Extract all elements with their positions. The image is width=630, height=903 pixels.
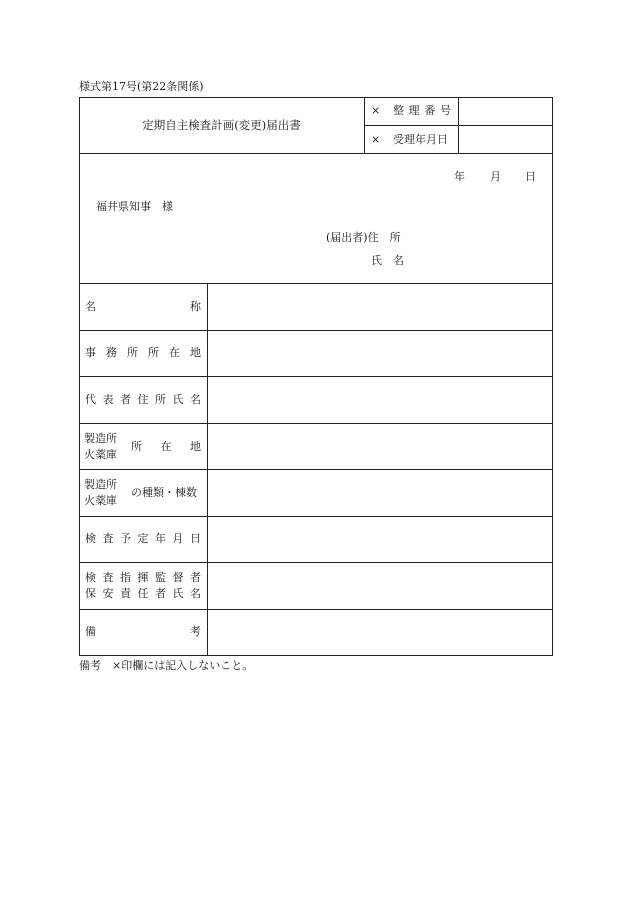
row-label-facility-location	[131, 440, 201, 454]
label-char: 称	[190, 300, 201, 313]
supervisor-field[interactable]	[208, 563, 552, 609]
label-char: 査	[102, 571, 114, 584]
office-use-mark-2: ×	[371, 133, 381, 146]
label-char: 在	[160, 440, 172, 453]
label-char: 監	[155, 571, 166, 584]
label-char: 整	[393, 104, 404, 117]
row-label-inspection-supervisor	[85, 571, 201, 585]
applicant-name-label: 氏 名	[371, 254, 404, 267]
label-char: 保	[85, 587, 96, 600]
office-use-mark-1: ×	[371, 104, 381, 117]
reference-number-label	[393, 104, 451, 118]
label-char: 定	[137, 532, 149, 545]
form-number: 様式第17号(第22条関係)	[79, 80, 204, 93]
applicant-address-label: (届出者)住 所	[326, 231, 401, 244]
label-char: 責	[120, 587, 131, 600]
row-label-remarks	[85, 625, 201, 639]
label-char: 所	[155, 393, 166, 406]
row-label-facility-type-count: の種類・棟数	[131, 486, 197, 499]
addressee: 福井県知事 様	[96, 200, 173, 213]
representative-field[interactable]	[208, 377, 552, 423]
label-char: 指	[120, 571, 131, 584]
row-label-facility-line1: 製造所	[84, 432, 117, 445]
label-char: 氏	[172, 393, 184, 406]
label-char: 揮	[137, 571, 149, 584]
title-divider	[364, 97, 365, 153]
label-char: 日	[190, 532, 201, 545]
row-label-inspection-date	[85, 532, 201, 546]
label-char: 者	[120, 393, 131, 406]
label-char: 月	[172, 532, 184, 545]
label-char: 予	[120, 532, 131, 545]
office-address-field[interactable]	[208, 331, 552, 376]
label-char: 地	[190, 440, 201, 453]
label-char: 地	[190, 346, 201, 359]
label-char: 安	[102, 587, 114, 600]
label-char: 査	[102, 532, 114, 545]
row-label-facility-line2: 火薬庫	[84, 494, 117, 507]
row-label-office-address	[85, 346, 201, 360]
row-label-facility-line1: 製造所	[84, 478, 117, 491]
label-char: 所	[131, 440, 142, 453]
footnote: 備考 ×印欄には記入しないこと。	[79, 659, 254, 672]
label-char: 所	[127, 346, 138, 359]
label-char: 事	[85, 346, 96, 359]
receipt-date-field[interactable]	[459, 126, 552, 153]
row-label-representative	[85, 393, 201, 407]
label-char: 任	[137, 587, 149, 600]
label-char: 所	[148, 346, 159, 359]
row-label-name	[85, 300, 201, 314]
label-char: 検	[85, 571, 96, 584]
date-month-unit: 月	[490, 170, 501, 183]
label-char: 氏	[172, 587, 184, 600]
label-char: 代	[85, 393, 96, 406]
label-char: 在	[169, 346, 180, 359]
facility-type-count-field[interactable]	[208, 470, 552, 516]
row-label-facility-line2: 火薬庫	[84, 448, 117, 461]
label-char: 年	[155, 532, 166, 545]
label-char: 考	[190, 625, 201, 638]
inspection-date-field[interactable]	[208, 517, 552, 562]
remarks-field[interactable]	[208, 610, 552, 655]
row-label-safety-officer	[85, 587, 201, 601]
facility-location-field[interactable]	[208, 424, 552, 469]
label-char: 名	[190, 393, 201, 406]
date-day-unit: 日	[525, 170, 536, 183]
label-char: 者	[155, 587, 166, 600]
label-char: 番	[424, 104, 436, 117]
receipt-date-label: 受理年月日	[393, 133, 448, 146]
label-char: 名	[190, 587, 201, 600]
reference-number-field[interactable]	[459, 98, 552, 125]
name-field[interactable]	[208, 284, 552, 330]
header-divider	[79, 153, 553, 154]
label-char: 理	[408, 104, 420, 117]
label-char: 名	[85, 300, 96, 313]
label-char: 検	[85, 532, 96, 545]
date-year-unit: 年	[454, 170, 465, 183]
label-char: 号	[439, 104, 451, 117]
label-char: 務	[106, 346, 117, 359]
label-char: 者	[190, 571, 201, 584]
form-title: 定期自主検査計画(変更)届出書	[142, 118, 301, 132]
label-char: 備	[85, 625, 96, 638]
label-char: 表	[102, 393, 114, 406]
label-char: 住	[137, 393, 149, 406]
label-char: 督	[172, 571, 184, 584]
